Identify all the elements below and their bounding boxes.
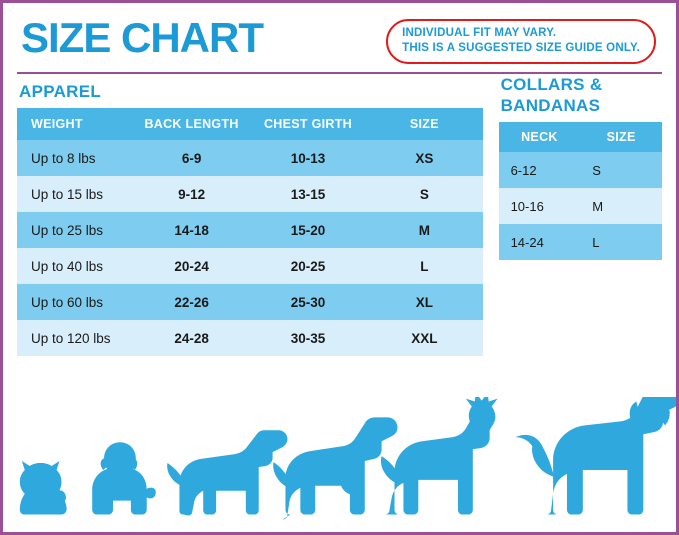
apparel-cell-chest-girth: 13-15: [250, 176, 366, 212]
header: [17, 13, 662, 64]
tables-area: [17, 74, 662, 356]
apparel-cell-chest-girth: 25-30: [250, 284, 366, 320]
apparel-header-row: [17, 108, 483, 140]
dog-silhouette-3: [167, 430, 287, 515]
apparel-cell-chest-girth: 15-20: [250, 212, 366, 248]
apparel-section: [17, 74, 483, 356]
apparel-cell-size: M: [366, 212, 482, 248]
apparel-cell-chest-girth: 30-35: [250, 320, 366, 356]
table-row: [17, 140, 483, 176]
dog-silhouettes: [3, 397, 676, 532]
apparel-cell-chest-girth: 10-13: [250, 140, 366, 176]
table-row: [17, 320, 483, 356]
table-row: [499, 152, 662, 188]
table-row: [499, 188, 662, 224]
apparel-col-weight: WEIGHT: [17, 108, 133, 140]
dog-silhouette-2: [92, 442, 156, 514]
collars-header-row: [499, 122, 662, 152]
dog-silhouette-6: [515, 397, 676, 515]
collars-col-size: SIZE: [580, 122, 662, 152]
apparel-cell-weight: Up to 25 lbs: [17, 212, 133, 248]
collars-cell-size: L: [580, 224, 662, 260]
apparel-cell-size: L: [366, 248, 482, 284]
collars-cell-neck: 6-12: [499, 152, 581, 188]
apparel-cell-back-length: 14-18: [133, 212, 249, 248]
apparel-cell-weight: Up to 120 lbs: [17, 320, 133, 356]
apparel-cell-weight: Up to 8 lbs: [17, 140, 133, 176]
table-row: [17, 284, 483, 320]
collars-cell-neck: 14-24: [499, 224, 581, 260]
table-row: [17, 176, 483, 212]
collars-section: [499, 74, 662, 260]
apparel-cell-back-length: 22-26: [133, 284, 249, 320]
apparel-cell-size: S: [366, 176, 482, 212]
collars-cell-size: M: [580, 188, 662, 224]
apparel-cell-weight: Up to 15 lbs: [17, 176, 133, 212]
apparel-cell-weight: Up to 60 lbs: [17, 284, 133, 320]
apparel-table: [17, 108, 483, 356]
apparel-cell-back-length: 9-12: [133, 176, 249, 212]
apparel-cell-size: XL: [366, 284, 482, 320]
apparel-col-size: SIZE: [366, 108, 482, 140]
apparel-cell-chest-girth: 20-25: [250, 248, 366, 284]
apparel-cell-back-length: 20-24: [133, 248, 249, 284]
apparel-cell-size: XS: [366, 140, 482, 176]
collars-label-line-1: COLLARS &: [500, 75, 603, 94]
collars-col-neck: NECK: [499, 122, 581, 152]
table-row: [17, 212, 483, 248]
apparel-col-back-length: BACK LENGTH: [133, 108, 249, 140]
disclaimer-line-2: THIS IS A SUGGESTED SIZE GUIDE ONLY.: [402, 42, 640, 54]
disclaimer-line-1: INDIVIDUAL FIT MAY VARY.: [402, 27, 557, 39]
table-row: [17, 248, 483, 284]
dog-silhouette-5: [381, 397, 498, 515]
collars-label-line-2: BANDANAS: [500, 96, 601, 115]
apparel-cell-size: XXL: [366, 320, 482, 356]
dog-silhouette-4: [273, 417, 397, 519]
apparel-cell-back-length: 24-28: [133, 320, 249, 356]
apparel-cell-weight: Up to 40 lbs: [17, 248, 133, 284]
apparel-col-chest-girth: CHEST GIRTH: [250, 108, 366, 140]
dog-silhouette-1: [20, 461, 67, 515]
collars-cell-neck: 10-16: [499, 188, 581, 224]
collars-table: [499, 122, 662, 260]
table-row: [499, 224, 662, 260]
collars-cell-size: S: [580, 152, 662, 188]
apparel-section-label: APPAREL: [19, 82, 102, 101]
apparel-cell-back-length: 6-9: [133, 140, 249, 176]
page-title: SIZE CHART: [21, 14, 263, 61]
collars-section-label: [501, 74, 662, 116]
disclaimer-note: [386, 19, 656, 64]
